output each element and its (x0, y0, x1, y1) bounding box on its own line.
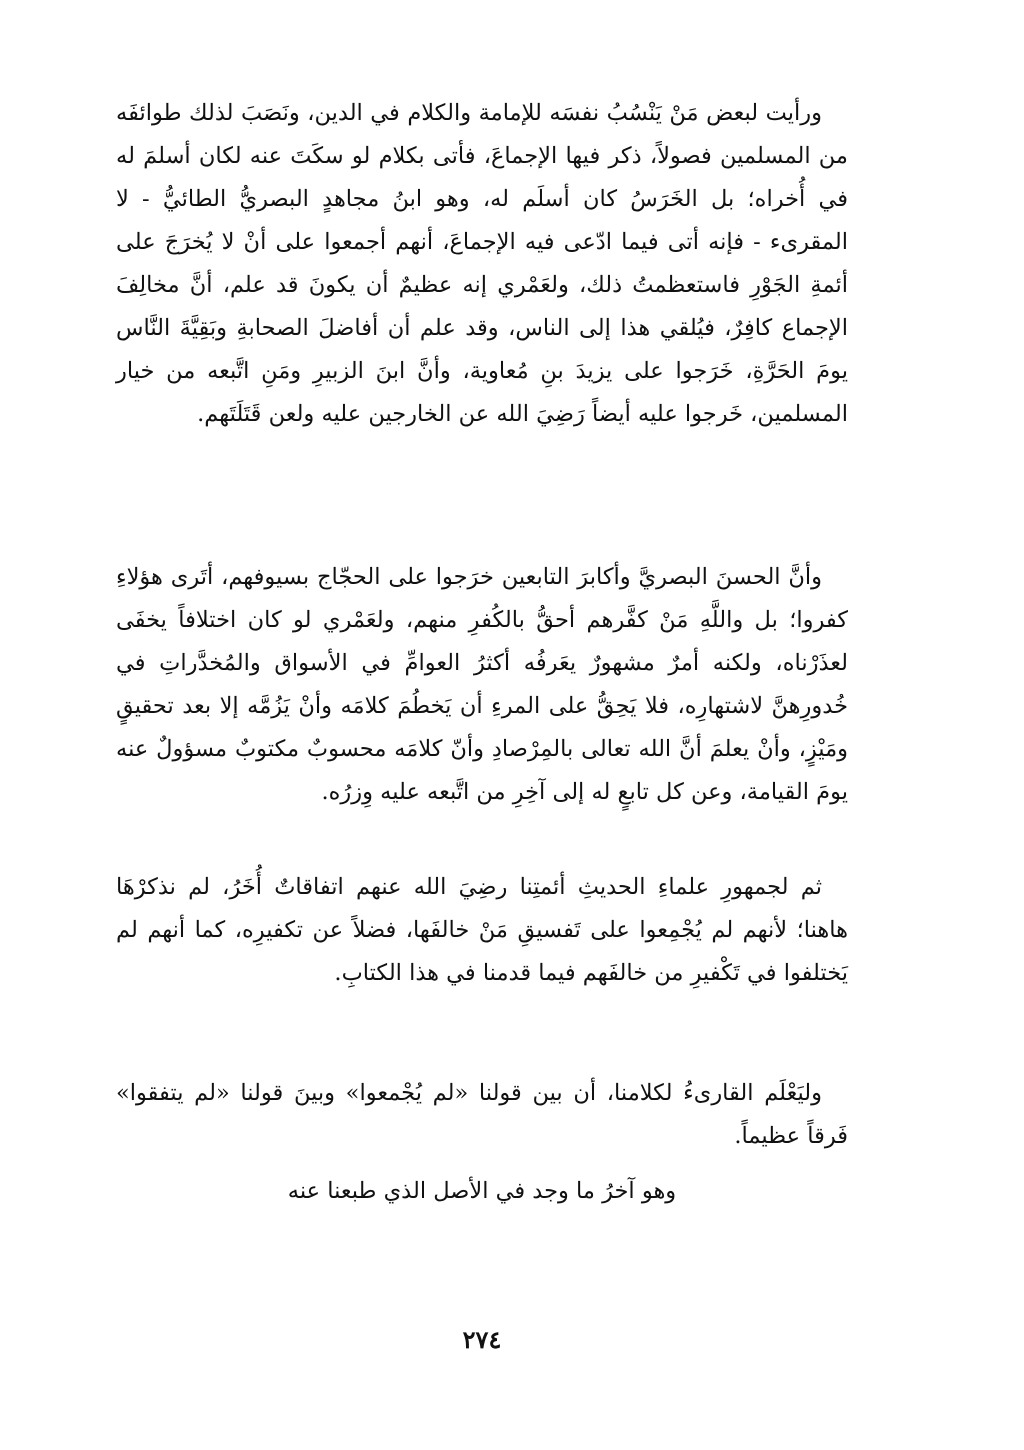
paragraph-3: ثم لجمهورِ علماءِ الحديثِ أئمتِنا رضِيَ الله عنهم اتفاقاتٌ أُخَرُ، لم نذكرْهَا هاهنا؛ لأنهم لم يُجْمِعوا على تَفسيقِ مَنْ خالفَها، فضلاً عن تكفيرِه، كما أنهم لم يَختلفوا في تَكْفيرِ من خالفَهم فيما قدمنا في هذا الكتابِ. (116, 874, 848, 986)
book-page (116, 92, 848, 1392)
closing-line: وهو آخرُ ما وجد في الأصل الذي طبعنا عنه (287, 1178, 677, 1204)
paragraph-4: وليَعْلَم القارىءُ لكلامنا، أن بين قولنا «لم يُجْمعوا» وبينَ قولنا «لم يتفقوا» فَرقاً عظيماً. (116, 1080, 848, 1149)
page-number: ٢٧٤ (462, 1325, 502, 1354)
paragraph-2: وأنَّ الحسنَ البصريَّ وأكابرَ التابعين خرَجوا على الحجّاج بسيوفهم، أتَرى هؤلاءِ كفروا؛ بل واللَّهِ مَنْ كفَّرهم أحقُّ بالكُفرِ منهم، ولعَمْري لو كان اختلافاً يخفَى لعذَرْناه، ولكنه أمرٌ مشهورٌ يعَرفُه أكثرُ العوامِّ في الأسواق والمُخدَّراتِ في خُدورِهنَّ لاشتهارِه، فلا يَحِقُّ على المرءِ أن يَخطُمَ كلامَه وأنْ يَزُمَّه إلا بعد تحقيقٍ ومَيْزٍ، وأنْ يعلمَ أنَّ الله تعالى بالمِرْصادِ وأنّ كلامَه محسوبٌ مكتوبٌ مسؤولٌ عنه يومَ القيامة، وعن كل تابعٍ له إلى آخِرِ من اتَّبعه عليه وِزرُه. (116, 564, 848, 805)
paragraph-1: ورأيت لبعض مَنْ يَنْسُبُ نفسَه للإمامة والكلام في الدين، ونَصَبَ لذلك طوائفَه من المسلمين فصولاً، ذكر فيها الإجماعَ، فأتى بكلام لو سكَتَ عنه لكان أسلمَ له في أُخراه؛ بل الخَرَسُ كان أسلَم له، وهو ابنُ مجاهدٍ البصريُّ الطائيُّ - لا المقرىء - فإنه أتى فيما ادّعى فيه الإجماعَ، أنهم أجمعوا على أنْ لا يُخرَجَ على أئمةِ الجَوْرِ فاستعظمتُ ذلك، ولعَمْري إنه عظيمٌ أن يكونَ قد علم، أنَّ مخالِفَ الإجماع كافِرٌ، فيُلقي هذا إلى الناس، وقد علم أن أفاضلَ الصحابةِ وبَقِيَّةَ النَّاس يومَ الحَرَّةِ، خَرَجوا على يزيدَ بنِ مُعاوية، وأنَّ ابنَ الزبيرِ ومَنِ اتَّبعه من خيار المسلمين، خَرجوا عليه أيضاً رَضِيَ الله عن الخارجين عليه ولعن قَتَلَتَهم. (116, 100, 848, 427)
